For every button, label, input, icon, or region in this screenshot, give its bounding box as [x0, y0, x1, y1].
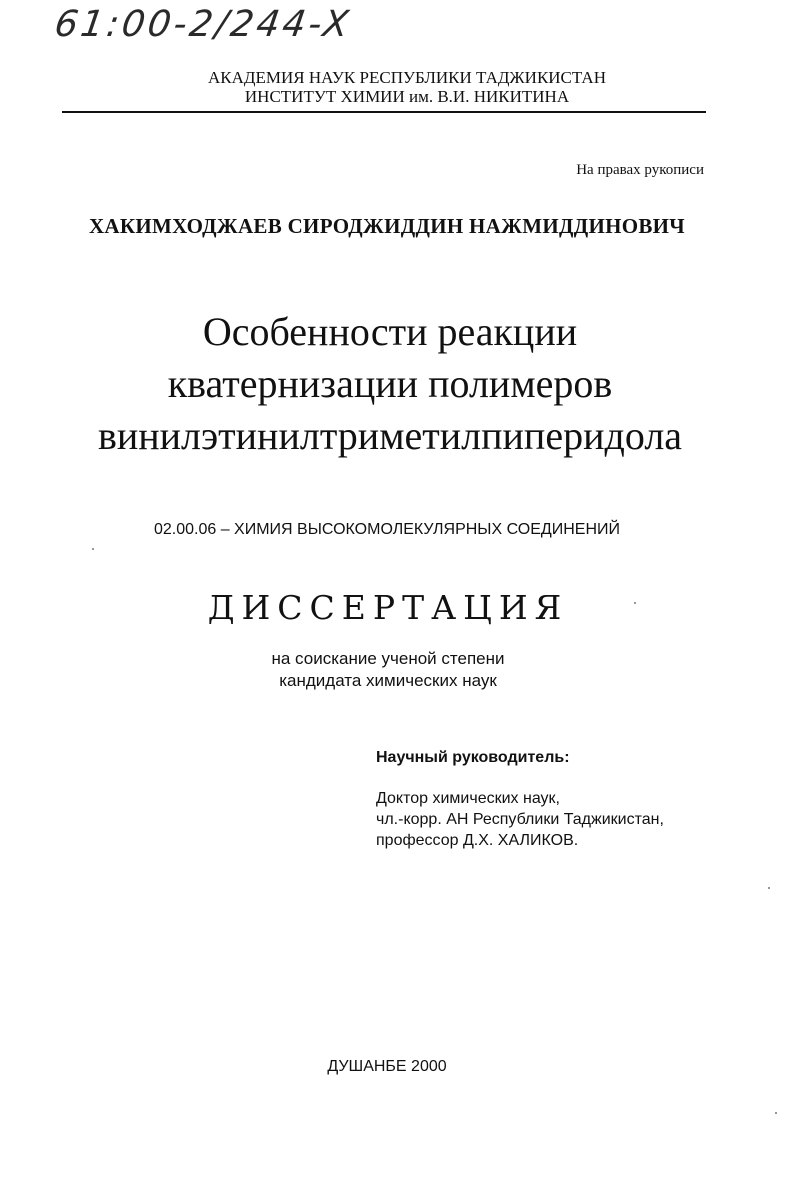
- title-line: Особенности реакции: [202, 309, 578, 354]
- academy-name: АКАДЕМИЯ НАУК РЕСПУБЛИКИ ТАДЖИКИСТАН: [207, 68, 606, 87]
- document-type-heading: [0, 588, 794, 627]
- specialty-text: 02.00.06 – ХИМИЯ ВЫСОКОМОЛЕКУЛЯРНЫХ СОЕДИНЕНИЙ: [153, 521, 621, 538]
- dissertation-title: [0, 306, 794, 462]
- title-line: винилэтинилтриметилпиперидола: [97, 413, 683, 458]
- manuscript-note: На правах рукописи: [576, 162, 704, 178]
- author-name-text: ХАКИМХОДЖАЕВ СИРОДЖИДДИН НАЖМИДДИНОВИЧ: [88, 214, 686, 238]
- city-year: [0, 1058, 794, 1076]
- scan-speck: [775, 1112, 777, 1114]
- advisor-details: [376, 788, 664, 851]
- institution-header: [0, 68, 794, 106]
- degree-line: на соискание ученой степени: [271, 649, 505, 668]
- header-divider: [62, 111, 706, 113]
- scan-speck: [634, 602, 636, 604]
- degree-statement: [0, 648, 794, 692]
- city-year-text: ДУШАНБЕ 2000: [327, 1058, 447, 1075]
- degree-line: кандидата химических наук: [279, 671, 497, 690]
- advisor-line: чл.-корр. АН Республики Таджикистан,: [376, 811, 664, 828]
- scan-speck: [92, 548, 94, 550]
- advisor-line: Доктор химических наук,: [376, 790, 560, 807]
- advisor-line: профессор Д.Х. ХАЛИКОВ.: [376, 832, 579, 849]
- title-line: кватернизации полимеров: [167, 361, 613, 406]
- institute-name: ИНСТИТУТ ХИМИИ им. В.И. НИКИТИНА: [244, 87, 570, 106]
- specialty-code: [0, 521, 794, 539]
- document-type-text: ДИССЕРТАЦИЯ: [207, 588, 569, 627]
- author-name: [0, 214, 794, 239]
- advisor-label: Научный руководитель:: [376, 749, 570, 766]
- archive-handwritten-mark: 61:00-2/244-X: [52, 4, 354, 45]
- scan-speck: [768, 887, 770, 889]
